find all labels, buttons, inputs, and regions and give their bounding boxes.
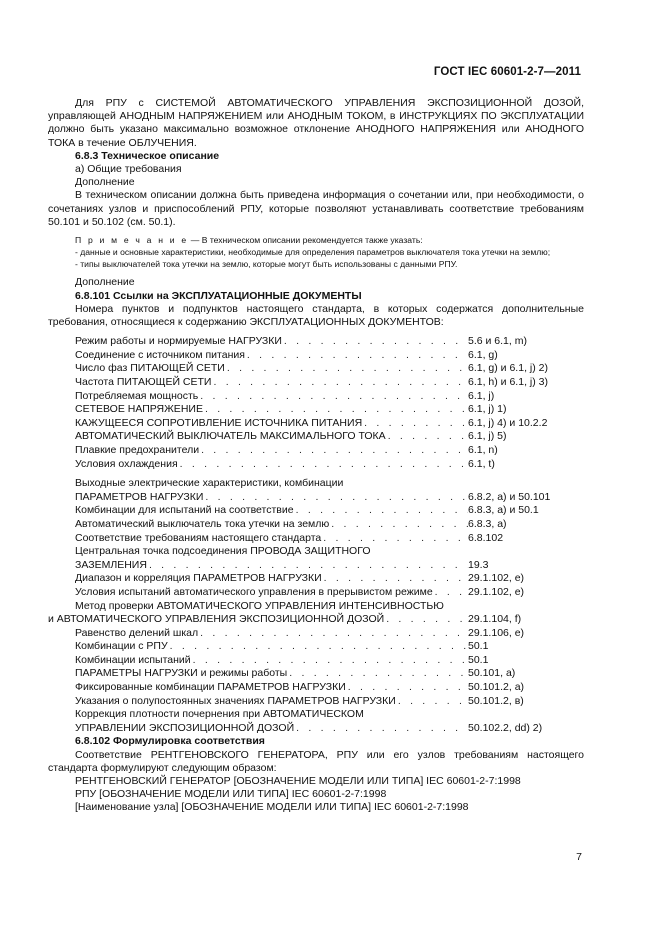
leader-dots [245,349,468,363]
reference-text: СЕТЕВОЕ НАПРЯЖЕНИЕ [75,403,203,416]
reference-text: Условия испытаний автоматического управления в прерывистом режиме [75,585,433,598]
reference-clause: 6.1, g) [468,348,498,361]
page-number: 7 [576,851,582,863]
reference-text: АВТОМАТИЧЕСКИЙ ВЫКЛЮЧАТЕЛЬ МАКСИМАЛЬНОГО ТОКА [75,430,386,443]
reference-clause: 6.1, j) 4) и 10.2.2 [468,416,548,429]
reference-text: Автоматический выключатель тока утечки на землю [75,517,330,530]
reference-clause: 6.8.3, a) [468,517,507,530]
reference-row [75,640,584,654]
reference-clause: 50.1 [468,640,489,653]
leader-dots [321,532,468,546]
reference-text: КАЖУЩЕЕСЯ СОПРОТИВЛЕНИЕ ИСТОЧНИКА ПИТАНИЯ [75,416,363,429]
reference-row [75,654,584,668]
reference-row [75,722,584,736]
reference-text: УПРАВЛЕНИИ ЭКСПОЗИЦИОННОЙ ДОЗОЙ [75,721,295,734]
leader-dots [178,458,468,472]
reference-clause: 6.8.2, a) и 50.101 [468,490,551,503]
reference-text: Комбинации испытаний [75,653,191,666]
reference-text: Равенство делений шкал [75,626,199,639]
leader-dots [294,722,468,736]
leader-dots [322,572,468,586]
conformity-line: [Наименование узла] [ОБОЗНАЧЕНИЕ МОДЕЛИ ИЛИ ТИПА] IEC 60601-2-7:1998 [75,801,469,814]
tech-desc-paragraph: В техническом описании должна быть приведена информация о сочетании или, при необходимости, о сочетаниях узлов и приспособлений РПУ, которые позволяют устанавливать соответствие требованиям 50.101 и 50.102 (см. 50.1). [48,189,584,228]
reference-clause: 50.1 [468,653,489,666]
reference-clause: 6.1, j) 5) [468,430,507,443]
leader-dots [362,417,468,431]
note-line-1: - данные и основные характеристики, необходимые для определения параметров выключателя тока утечки на землю; [75,246,551,257]
reference-text: Соединение с источником питания [75,348,245,361]
note-label: П р и м е ч а н и е [75,235,189,246]
reference-row [75,559,584,573]
reference-text: Число фаз ПИТАЮЩЕЙ СЕТИ [75,362,225,375]
leader-dots [147,559,468,573]
reference-text: Частота ПИТАЮЩЕЙ СЕТИ [75,376,212,389]
reference-row [48,613,584,627]
reference-row [75,504,584,518]
reference-list-2 [48,491,584,545]
ground-line-1: Центральная точка подсоединения ПРОВОДА ЗАЩИТНОГО [75,545,371,558]
reference-text: Фиксированные комбинации ПАРАМЕТРОВ НАГРУЗКИ [75,681,346,694]
reference-list-4 [48,627,584,709]
leader-dots [203,491,468,505]
reference-text: Соответствие требованиям настоящего стандарта [75,531,322,544]
note-line-2: - типы выключателей тока утечки на землю, которые могут быть использованы с данными РПУ. [75,258,458,269]
reference-text: Потребляемая мощность [75,389,199,402]
reference-clause: 6.1, n) [468,443,498,456]
section-heading-6-8-3: 6.8.3 Техническое описание [75,149,220,162]
density-line-1: Коррекция плотности почернения при АВТОМАТИЧЕСКОМ [75,708,364,721]
note-rest: — В техническом описании рекомендуется также указать: [188,235,423,246]
reference-list-1 [48,335,584,471]
reference-text: Режим работы и нормируемые НАГРУЗКИ [75,335,282,348]
reference-clause: 50.101.2, a) [468,681,525,694]
document-header: ГОСТ IEC 60601-2-7—2011 [433,66,581,78]
conformity-paragraph: Соответствие РЕНТГЕНОВСКОГО ГЕНЕРАТОРА, РПУ или его узлов требованиям настоящего стандарта формулируют следующим образом: [48,748,584,774]
reference-row [75,417,584,431]
reference-row [75,627,584,641]
reference-text: Указания о полупостоянных значениях ПАРАМЕТРОВ НАГРУЗКИ [75,694,396,707]
reference-row [75,491,584,505]
addition-label: Дополнение [75,176,135,189]
leader-dots [282,335,468,349]
leader-dots [225,362,468,376]
leader-dots [329,518,468,532]
leader-dots [199,444,468,458]
reference-text: Диапазон и корреляция ПАРАМЕТРОВ НАГРУЗКИ [75,572,322,585]
reference-row [75,586,584,600]
leader-dots [287,667,468,681]
conformity-line: РПУ [ОБОЗНАЧЕНИЕ МОДЕЛИ ИЛИ ТИПА] IEC 60601-2-7:1998 [75,788,387,801]
reference-clause: 19.3 [468,558,489,571]
reference-row [75,349,584,363]
reference-clause: 6.1, j) 1) [468,403,507,416]
reference-row [75,444,584,458]
reference-text: ПАРАМЕТРЫ НАГРУЗКИ и режимы работы [75,667,288,680]
reference-row [75,403,584,417]
leader-dots [294,504,468,518]
conformity-line: РЕНТГЕНОВСКИЙ ГЕНЕРАТОР [ОБОЗНАЧЕНИЕ МОДЕЛИ ИЛИ ТИПА] IEC 60601-2-7:1998 [75,775,521,788]
reference-text: Условия охлаждения [75,457,178,470]
reference-text: Комбинации с РПУ [75,640,168,653]
reference-clause: 29.1.102, e) [468,572,525,585]
reference-clause: 6.1, j) [468,389,495,402]
reference-row [75,430,584,444]
reference-clause: 6.8.102 [468,531,504,544]
leader-dots [168,640,468,654]
reference-text: ЗАЗЕМЛЕНИЯ [75,558,147,571]
reference-clause: 29.1.102, e) [468,585,525,598]
leader-dots [346,681,468,695]
method-line-1: Метод проверки АВТОМАТИЧЕСКОГО УПРАВЛЕНИЯ ИНТЕНСИВНОСТЬЮ [75,599,444,612]
reference-row [75,362,584,376]
intro-paragraph: Для РПУ с СИСТЕМОЙ АВТОМАТИЧЕСКОГО УПРАВЛЕНИЯ ЭКСПОЗИЦИОННОЙ ДОЗОЙ, управляющей АНОДНЫМ НАПРЯЖЕНИЕМ или АНОДНЫМ ТОКОМ, в ИНСТРУКЦИЯХ ПО ЭКСПЛУАТАЦИИ должно быть указано максимально возможное отклонение АНОДНОГО НАПРЯЖЕНИЯ или АНОДНОГО ТОКА в течение ОБЛУЧЕНИЯ. [48,97,584,149]
section-heading-6-8-102: 6.8.102 Формулировка соответствия [75,735,265,748]
leader-dots [198,390,468,404]
reference-row [75,532,584,546]
leader-dots [384,613,468,627]
reference-clause: 5.6 и 6.1, m) [468,335,527,348]
conformity-lines [48,775,584,815]
leader-dots [198,627,468,641]
reference-clause: 6.8.3, a) и 50.1 [468,504,539,517]
reference-text: и АВТОМАТИЧЕСКОГО УПРАВЛЕНИЯ ЭКСПОЗИЦИОННОЙ ДОЗОЙ [48,613,385,626]
group2-title: Выходные электрические характеристики, комбинации [75,477,344,490]
reference-row [75,335,584,349]
reference-clause: 29.1.104, f) [468,613,522,626]
reference-clause: 6.1, t) [468,457,495,470]
section-heading-6-8-101: 6.8.101 Ссылки на ЭКСПЛУАТАЦИОННЫЕ ДОКУМЕНТЫ [75,289,362,302]
leader-dots [191,654,468,668]
reference-clause: 50.101.2, в) [468,694,524,707]
leader-dots [396,695,468,709]
reference-text: Комбинации для испытаний на соответствие [75,504,294,517]
reference-row [75,695,584,709]
leader-dots [386,430,468,444]
reference-row [75,667,584,681]
reference-clause: 6.1, h) и 6.1, j) 3) [468,376,548,389]
reference-row [75,390,584,404]
note-intro [48,235,584,247]
reference-text: ПАРАМЕТРОВ НАГРУЗКИ [75,490,204,503]
reference-row [75,376,584,390]
reference-row [75,681,584,695]
reference-clause: 6.1, g) и 6.1, j) 2) [468,362,548,375]
refs-intro-paragraph: Номера пунктов и подпунктов настоящего стандарта, в которых содержатся дополнительные требования, относящиеся к содержанию ЭКСПЛУАТАЦИОННЫХ ДОКУМЕНТОВ: [48,302,584,329]
reference-clause: 29.1.106, e) [468,626,525,639]
reference-row [75,572,584,586]
item-a: а) Общие требования [75,163,182,176]
reference-clause: 50.101, a) [468,667,516,680]
reference-row [75,518,584,532]
reference-clause: 50.102.2, dd) 2) [468,721,543,734]
addition-label-2: Дополнение [75,276,135,289]
leader-dots [433,586,468,600]
leader-dots [211,376,468,390]
reference-list-3 [48,572,584,599]
leader-dots [203,403,468,417]
reference-text: Плавкие предохранители [75,443,200,456]
reference-row [75,458,584,472]
document-body [48,97,584,815]
